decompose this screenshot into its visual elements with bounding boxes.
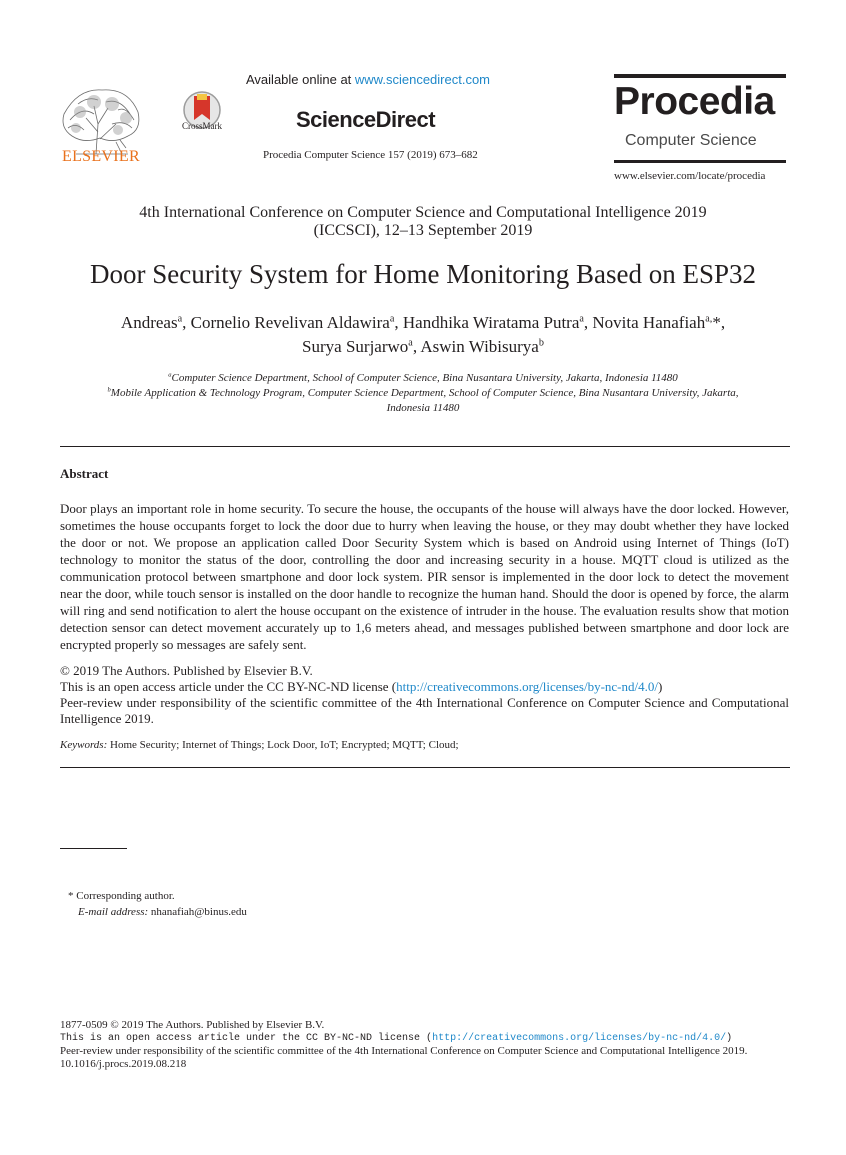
footer-open-access-prefix: This is an open access article under the CC BY-NC-ND license (	[60, 1033, 433, 1044]
affiliation-b-sup: b	[107, 386, 111, 394]
author-name: Surya Surjarwo	[302, 337, 409, 356]
license-link[interactable]: http://creativecommons.org/licenses/by-nc-nd/4.0/	[396, 679, 658, 694]
affiliation-a	[60, 371, 786, 386]
author-sup: a	[579, 313, 584, 325]
author-line-2	[60, 335, 786, 359]
author-name: Cornelio Revelivan Aldawira	[190, 313, 390, 332]
copyright-line: © 2019 The Authors. Published by Elsevier B.V.	[60, 663, 313, 678]
author-sup: b	[538, 337, 544, 349]
paper-title: Door Security System for Home Monitoring Based on ESP32	[90, 259, 756, 289]
affiliation-b	[60, 386, 786, 401]
sciencedirect-link[interactable]: www.sciencedirect.com	[354, 72, 491, 87]
footnote-rule	[60, 848, 127, 849]
footer-license-link[interactable]: http://creativecommons.org/licenses/by-nc-nd/4.0/	[432, 1033, 727, 1044]
open-access-suffix: )	[657, 679, 663, 694]
author-sup: a,	[705, 313, 713, 325]
divider-bottom	[60, 767, 790, 768]
corresponding-label: * Corresponding author.	[68, 890, 175, 902]
crossmark-icon[interactable]	[176, 80, 228, 140]
author-line-1	[60, 311, 786, 335]
email-line	[68, 904, 247, 920]
footer-block	[60, 1019, 789, 1071]
conference-line-2: (ICCSCI), 12–13 September 2019	[313, 222, 533, 239]
peer-review-line: Peer-review under responsibility of the scientific committee of the 4th International Conference on Computer Science and Computational Intelligence 2019.	[60, 695, 789, 726]
license-block	[60, 663, 789, 727]
author-sup: a	[408, 337, 413, 349]
author-name: Handhika Wiratama Putra	[402, 313, 580, 332]
conference-name	[60, 204, 786, 240]
procedia-wordmark: Procedia	[614, 80, 775, 123]
affiliation-a-sup: a	[168, 371, 172, 379]
sciencedirect-wordmark: ScienceDirect	[296, 107, 436, 132]
keywords	[60, 739, 459, 751]
keywords-text: Home Security; Internet of Things; Lock Door, IoT; Encrypted; MQTT; Cloud;	[107, 739, 459, 751]
author-name: Andreas	[120, 313, 178, 332]
affiliations	[60, 371, 786, 416]
procedia-bottom-rule	[614, 160, 786, 163]
crossmark-label: CrossMark	[182, 121, 222, 131]
journal-reference: Procedia Computer Science 157 (2019) 673–682	[263, 149, 478, 161]
availability-prefix: Available online at	[246, 72, 355, 87]
author-name: Aswin Wibisurya	[420, 337, 539, 356]
author-sup: a	[389, 313, 395, 325]
corresponding-author-note	[68, 888, 247, 920]
author-sep: ,	[394, 313, 403, 332]
procedia-subtitle: Computer Science	[625, 132, 757, 149]
author-sep: *,	[712, 313, 726, 332]
elsevier-wordmark: ELSEVIER	[62, 148, 140, 165]
procedia-url[interactable]: www.elsevier.com/locate/procedia	[614, 170, 766, 182]
author-sep: ,	[412, 337, 421, 356]
email-address[interactable]: nhanafiah@binus.edu	[148, 906, 247, 918]
doi[interactable]: 10.1016/j.procs.2019.08.218	[60, 1058, 187, 1070]
affiliation-b-line-2: Indonesia 11480	[386, 402, 460, 414]
abstract-heading: Abstract	[60, 466, 109, 481]
author-sup: a	[177, 313, 183, 325]
divider-top	[60, 446, 790, 447]
open-access-prefix: This is an open access article under the CC BY-NC-ND license (	[60, 679, 397, 694]
issn-line: 1877-0509 © 2019 The Authors. Published by Elsevier B.V.	[60, 1019, 325, 1031]
footer-open-access	[60, 1032, 789, 1045]
author-name: Novita Hanafiah	[592, 313, 706, 332]
conference-line-1: 4th International Conference on Computer Science and Computational Intelligence 2019	[139, 204, 707, 221]
author-list	[60, 311, 786, 359]
email-label: E-mail address:	[78, 906, 149, 918]
footer-open-access-suffix: )	[726, 1033, 733, 1044]
keywords-label: Keywords:	[60, 739, 108, 751]
author-sep: ,	[583, 313, 593, 332]
footer-peer-review: Peer-review under responsibility of the scientific committee of the 4th International Conference on Computer Science and Computational Intelligence 2019.	[60, 1045, 748, 1057]
open-access-line	[60, 679, 789, 695]
author-sep: ,	[182, 313, 191, 332]
affiliation-a-text: Computer Science Department, School of Computer Science, Bina Nusantara University, Jakarta, Indonesia 11480	[171, 372, 678, 384]
availability-line	[246, 72, 490, 87]
affiliation-b-text: Mobile Application & Technology Program, Computer Science Department, School of Computer Science, Bina Nusantara University, Jakarta,	[110, 387, 739, 399]
abstract-body: Door plays an important role in home security. To secure the house, the occupants of the house will always have the door locked. However, sometimes the house occupants forget to lock the door due to hurry when leaving the house, or they may doubt whether they have locked the door or not. We propose an application called Door Security System which is based on Android using Internet of Things (IoT) technology to monitor the status of the door, controlling the door and increasing security in a house. MQTT cloud is utilized as the communication protocol between smartphone and door lock system. PIR sensor is implemented in the door lock to detect the movement near the door, while touch sensor is installed on the door handle to recognize the human hand. Should the door is opened by force, the alarm will ring and send notification to alert the house occupant on the existence of intruder in the house. The evaluation results show that motion detection sensor can detect movement accurately up to 1,6 meters ahead, and messages published between smartphone and door lock are encrypted properly so messages are safely sent.	[60, 501, 789, 652]
procedia-top-rule	[614, 74, 786, 78]
